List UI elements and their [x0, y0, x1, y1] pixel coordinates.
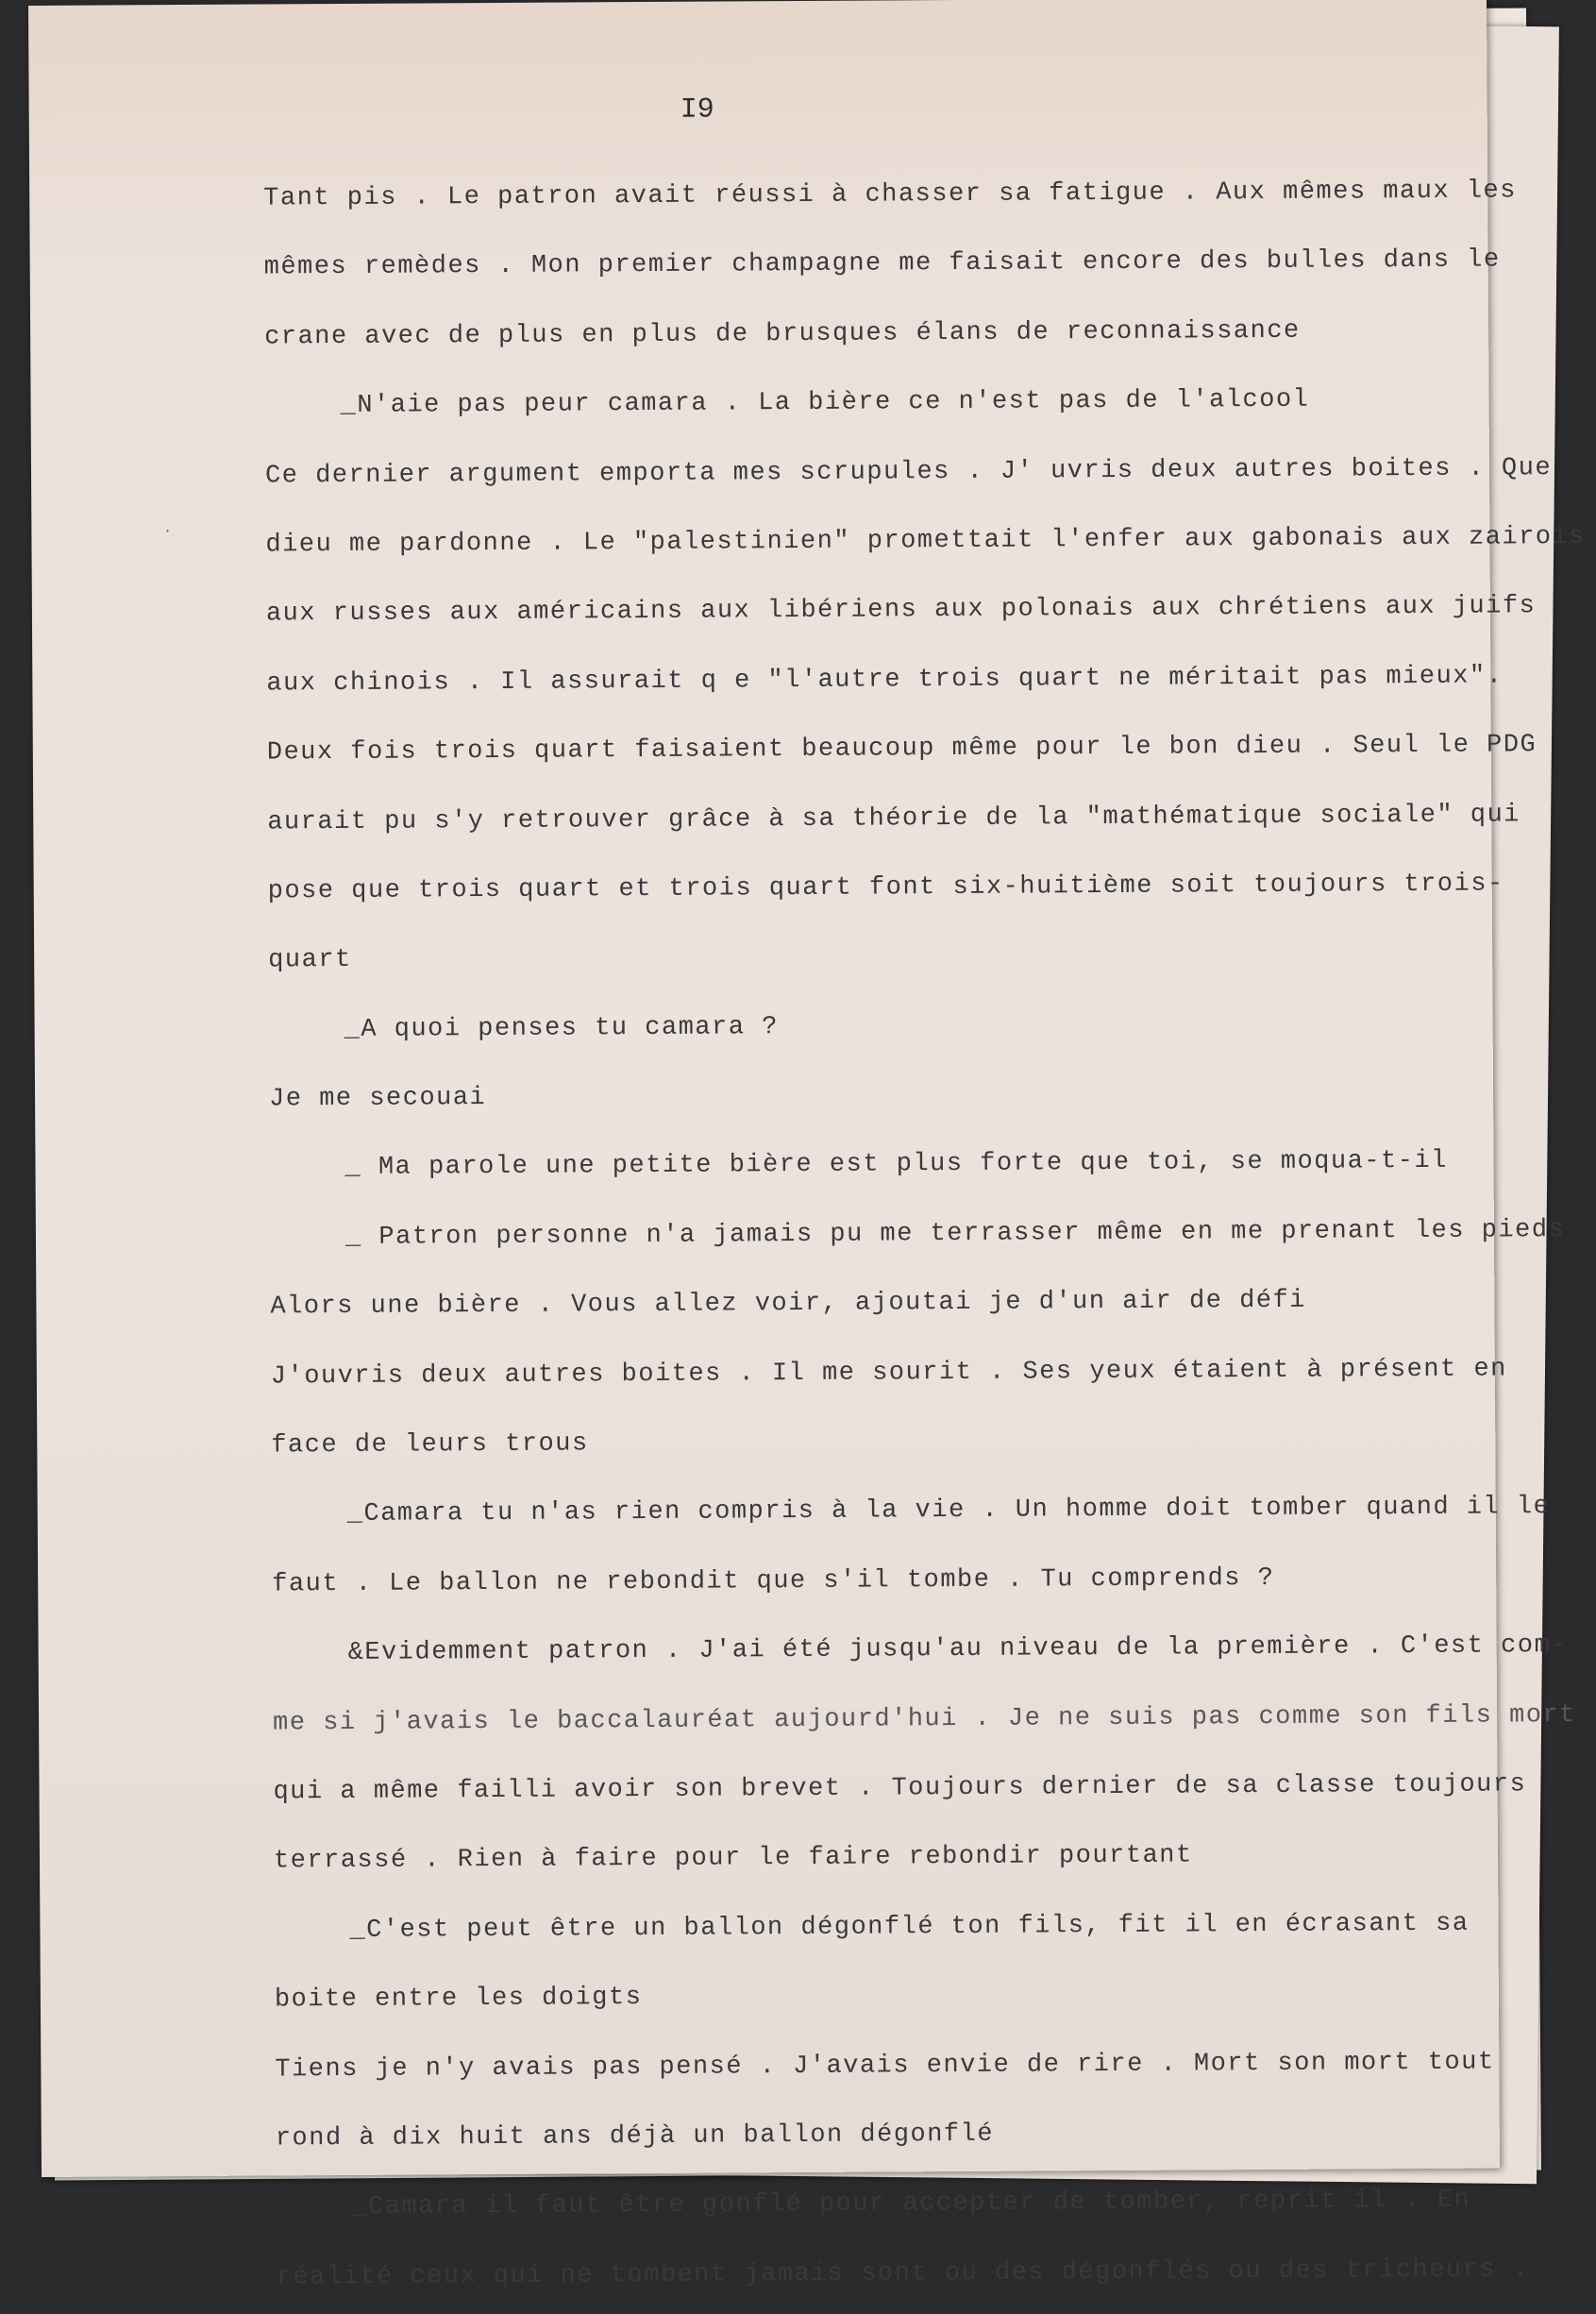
- text-line: terrassé . Rien à faire pour le faire rebondir pourtant: [273, 1841, 1193, 1876]
- text-line: Deux fois trois quart faisaient beaucoup même pour le bon dieu . Seul le PDG: [266, 731, 1537, 768]
- text-line: faut . Le ballon ne rebondit que s'il tombe . Tu comprends ?: [272, 1563, 1275, 1599]
- dialogue-line: _Camara tu n'as rien compris à la vie . Un homme doit tomber quand il le: [346, 1493, 1551, 1529]
- page-number: I9: [680, 93, 714, 127]
- dialogue-line: _ Patron personne n'a jamais pu me terrasser même en me prenant les pieds: [344, 1215, 1566, 1252]
- page-text: [263, 157, 1587, 2312]
- text-line: aux chinois . Il assurait q e "l'autre trois quart ne méritait pas mieux".: [266, 662, 1504, 699]
- text-line: réalité ceux qui ne tombent jamais sont ou des dégonflés ou des tricheurs .: [276, 2255, 1530, 2292]
- text-line: qui a même failli avoir son brevet . Toujours dernier de sa classe toujours: [273, 1770, 1527, 1807]
- text-line: Je me secouai: [268, 1084, 487, 1114]
- text-line: Ce dernier argument emporta mes scrupules . J' uvris deux autres boites . Que: [264, 453, 1553, 491]
- text-line: mêmes remèdes . Mon premier champagne me faisait encore des bulles dans le: [263, 245, 1501, 282]
- dialogue-line: _N'aie pas peur camara . La bière ce n'est pas de l'alcool: [340, 385, 1310, 421]
- margin-mark: ·: [163, 524, 172, 540]
- text-line: aurait pu s'y retrouver grâce à sa théorie de la "mathématique sociale" qui: [267, 800, 1521, 836]
- dialogue-line: _ Ma parole une petite bière est plus forte que toi, se moqua-t-il: [344, 1147, 1448, 1183]
- text-line: rond à dix huit ans déjà un ballon dégonflé: [275, 2120, 995, 2154]
- dialogue-line: _Camara il faut être gonflé pour accepter de tomber, reprit il . En: [351, 2187, 1471, 2222]
- dialogue-line: _C'est peut être un ballon dégonflé ton fils, fit il en écrasant sa: [349, 1909, 1470, 1945]
- text-line: Tant pis . Le patron avait réussi à chasser sa fatigue . Aux mêmes maux les: [263, 177, 1518, 213]
- typed-page: [28, 0, 1587, 2292]
- text-line: quart: [268, 946, 352, 975]
- text-line: Tiens je n'y avais pas pensé . J'avais envie de rire . Mort son mort tout: [275, 2048, 1495, 2084]
- text-line: me si j'avais le baccalauréat aujourd'hui . Je ne suis pas comme son fils mort: [273, 1700, 1576, 1738]
- text-line: aux russes aux américains aux libériens aux polonais aux chrétiens aux juifs: [265, 592, 1537, 629]
- text-line: boite entre les doigts: [274, 1984, 643, 2015]
- text-line: dieu me pardonne . Le "palestinien" promettait l'enfer aux gabonais aux zairois: [265, 522, 1587, 560]
- text-line: face de leurs trous: [271, 1429, 589, 1461]
- dialogue-line: _A quoi penses tu camara ?: [344, 1012, 779, 1044]
- text-line: Alors une bière . Vous allez voir, ajoutai je d'un air de défi: [270, 1287, 1307, 1322]
- text-line: pose que trois quart et trois quart font six-huitième soit toujours trois-: [267, 870, 1504, 906]
- text-line: crane avec de plus en plus de brusques élans de reconnaissance: [264, 316, 1301, 352]
- dialogue-line: &Evidemment patron . J'ai été jusqu'au niveau de la première . C'est com-: [347, 1631, 1569, 1668]
- text-line: J'ouvris deux autres boites . Il me sourit . Ses yeux étaient à présent en: [270, 1355, 1507, 1392]
